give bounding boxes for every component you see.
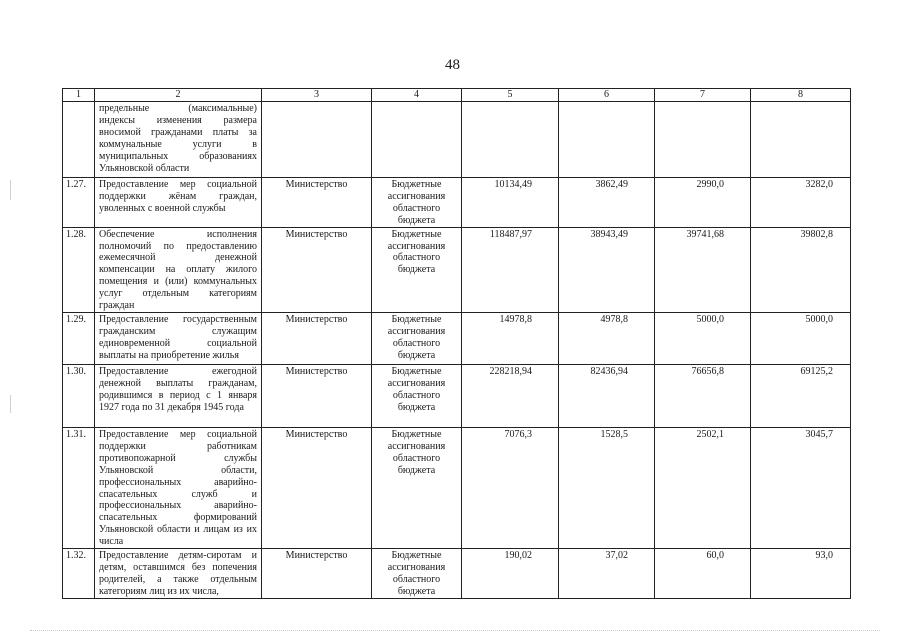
year2-amount-cell: 39741,68 [655, 227, 751, 312]
column-number-header: 7 [655, 89, 751, 102]
column-number-header: 8 [751, 89, 851, 102]
description-cell: Обеспечение исполнения полномочий по предоставлению ежемесячной денежной компенсации на оплату жилого помещения и (или) коммунальных услуг отдельным категориям граждан [95, 227, 262, 312]
column-number-header: 6 [559, 89, 655, 102]
year2-amount-cell: 60,0 [655, 549, 751, 599]
executor-cell: Министерство [262, 364, 372, 427]
table-row [63, 178, 851, 228]
total-amount-cell: 118487,97 [462, 227, 559, 312]
row-number-cell [63, 102, 95, 178]
table-row [63, 227, 851, 312]
description-cell: Предоставление государственным гражданским служащим единовременной социальной выплаты на приобретение жилья [95, 312, 262, 364]
column-number-header: 5 [462, 89, 559, 102]
year2-amount-cell [655, 102, 751, 178]
year1-amount-cell: 38943,49 [559, 227, 655, 312]
executor-cell: Министерство [262, 227, 372, 312]
funding-source-cell: Бюджетные ассигнования областного бюджета [372, 364, 462, 427]
row-number-cell: 1.27. [63, 178, 95, 228]
column-number-header: 1 [63, 89, 95, 102]
year2-amount-cell: 2502,1 [655, 427, 751, 548]
row-number-cell: 1.28. [63, 227, 95, 312]
year1-amount-cell: 3862,49 [559, 178, 655, 228]
total-amount-cell [462, 102, 559, 178]
executor-cell: Министерство [262, 427, 372, 548]
funding-source-cell: Бюджетные ассигнования областного бюджета [372, 427, 462, 548]
row-number-cell: 1.32. [63, 549, 95, 599]
year3-amount-cell: 5000,0 [751, 312, 851, 364]
description-cell: предельные (максимальные) индексы изменения размера вносимой гражданами платы за коммунальные услуги в муниципальных образованиях Ульяновской области [95, 102, 262, 178]
column-number-header-row [63, 89, 851, 102]
funding-source-cell: Бюджетные ассигнования областного бюджета [372, 227, 462, 312]
funding-source-cell [372, 102, 462, 178]
year1-amount-cell: 37,02 [559, 549, 655, 599]
row-number-cell: 1.30. [63, 364, 95, 427]
year1-amount-cell [559, 102, 655, 178]
funding-source-cell: Бюджетные ассигнования областного бюджета [372, 178, 462, 228]
executor-cell: Министерство [262, 178, 372, 228]
total-amount-cell: 228218,94 [462, 364, 559, 427]
funding-source-cell: Бюджетные ассигнования областного бюджета [372, 312, 462, 364]
table-row [63, 312, 851, 364]
year3-amount-cell: 93,0 [751, 549, 851, 599]
description-cell: Предоставление детям-сиротам и детям, оставшимся без попечения родителей, а также отдельным категориям лиц из их числа, [95, 549, 262, 599]
budget-table [62, 88, 851, 599]
scan-margin-mark [10, 395, 11, 413]
executor-cell [262, 102, 372, 178]
year3-amount-cell: 69125,2 [751, 364, 851, 427]
column-number-header: 3 [262, 89, 372, 102]
total-amount-cell: 14978,8 [462, 312, 559, 364]
year1-amount-cell: 4978,8 [559, 312, 655, 364]
year1-amount-cell: 82436,94 [559, 364, 655, 427]
year1-amount-cell: 1528,5 [559, 427, 655, 548]
year2-amount-cell: 76656,8 [655, 364, 751, 427]
year3-amount-cell: 3045,7 [751, 427, 851, 548]
column-number-header: 2 [95, 89, 262, 102]
row-number-cell: 1.29. [63, 312, 95, 364]
year3-amount-cell: 39802,8 [751, 227, 851, 312]
table-row [63, 427, 851, 548]
executor-cell: Министерство [262, 549, 372, 599]
year2-amount-cell: 2990,0 [655, 178, 751, 228]
year3-amount-cell [751, 102, 851, 178]
funding-source-cell: Бюджетные ассигнования областного бюджета [372, 549, 462, 599]
row-number-cell: 1.31. [63, 427, 95, 548]
description-cell: Предоставление мер социальной поддержки работникам противопожарной службы Ульяновской области, профессиональных аварийно-спасательных служб и профессиональных аварийно-спасательных формирований Ульяновской области и лицам из их числа [95, 427, 262, 548]
scan-noise-line [30, 630, 880, 634]
scan-margin-mark [10, 180, 11, 200]
executor-cell: Министерство [262, 312, 372, 364]
description-cell: Предоставление ежегодной денежной выплаты гражданам, родившимся в период с 1 января 1927 года по 31 декабря 1945 года [95, 364, 262, 427]
total-amount-cell: 10134,49 [462, 178, 559, 228]
description-cell: Предоставление мер социальной поддержки жёнам граждан, уволенных с военной службы [95, 178, 262, 228]
table-row [63, 102, 851, 178]
table-row [63, 549, 851, 599]
page-number: 48 [445, 57, 460, 73]
total-amount-cell: 7076,3 [462, 427, 559, 548]
column-number-header: 4 [372, 89, 462, 102]
year2-amount-cell: 5000,0 [655, 312, 751, 364]
table-row [63, 364, 851, 427]
total-amount-cell: 190,02 [462, 549, 559, 599]
year3-amount-cell: 3282,0 [751, 178, 851, 228]
